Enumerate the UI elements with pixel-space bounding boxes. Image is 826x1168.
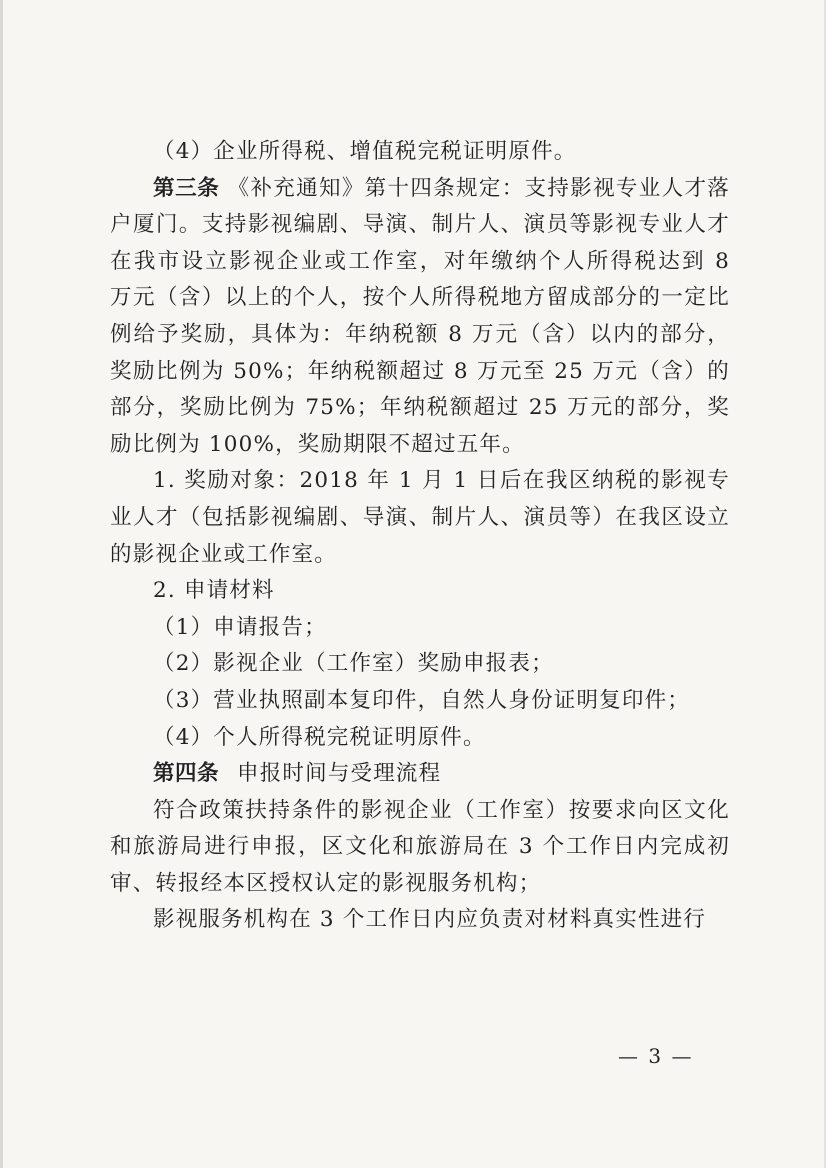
article-3-text: 《补充通知》第十四条规定：支持影视专业人才落户厦门。支持影视编剧、导演、制片人、演员等影视专业人才在我市设立影视企业或工作室，对年缴纳个人所得税达到 8 万元（含）以上的个人，按个人所得税地方留成部分的一定比例给予奖励，具体为：年纳税额 8 万元（含）以内的部分，奖励比例为 50%；年纳税额超过 8 万元至 25 万元（含）的部分，奖励比例为 75%；年纳税额超过 25 万元的部分，奖励比例为 100%，奖励期限不超过五年。 xyxy=(110,175,730,457)
paragraph-article-4 xyxy=(110,756,730,793)
paragraph-article-3 xyxy=(110,171,730,464)
article-3-heading: 第三条 xyxy=(153,175,220,201)
paragraph-material-3: （3）营业执照副本复印件，自然人身份证明复印件； xyxy=(153,687,690,713)
paragraph-item-4: （4）企业所得税、增值税完税证明原件。 xyxy=(153,139,577,164)
paragraph-material-2: （2）影视企业（工作室）奖励申报表； xyxy=(153,651,554,677)
article-4-title: 申报时间与受理流程 xyxy=(237,761,442,787)
paragraph-material-1: （1）申请报告； xyxy=(153,614,327,640)
paragraph-article-4-p1: 符合政策扶持条件的影视企业（工作室）按要求向区文化和旅游局进行申报，区文化和旅游局在 3 个工作日内完成初审、转报经本区授权认定的影视服务机构； xyxy=(110,797,730,896)
paragraph-article-4-p2: 影视服务机构在 3 个工作日内应负责对材料真实性进行 xyxy=(153,907,707,933)
paragraph-article-3-2: 2. 申请材料 xyxy=(153,578,275,604)
document-body xyxy=(110,134,730,939)
paragraph-material-4: （4）个人所得税完税证明原件。 xyxy=(153,724,486,750)
page-number: — 3 — xyxy=(618,1044,694,1068)
article-4-heading: 第四条 xyxy=(153,761,220,787)
scan-left-edge xyxy=(0,0,3,1168)
paragraph-article-3-1: 1. 奖励对象：2018 年 1 月 1 日后在我区纳税的影视专业人才（包括影视编剧、导演、制片人、演员等）在我区设立的影视企业或工作室。 xyxy=(110,468,730,567)
